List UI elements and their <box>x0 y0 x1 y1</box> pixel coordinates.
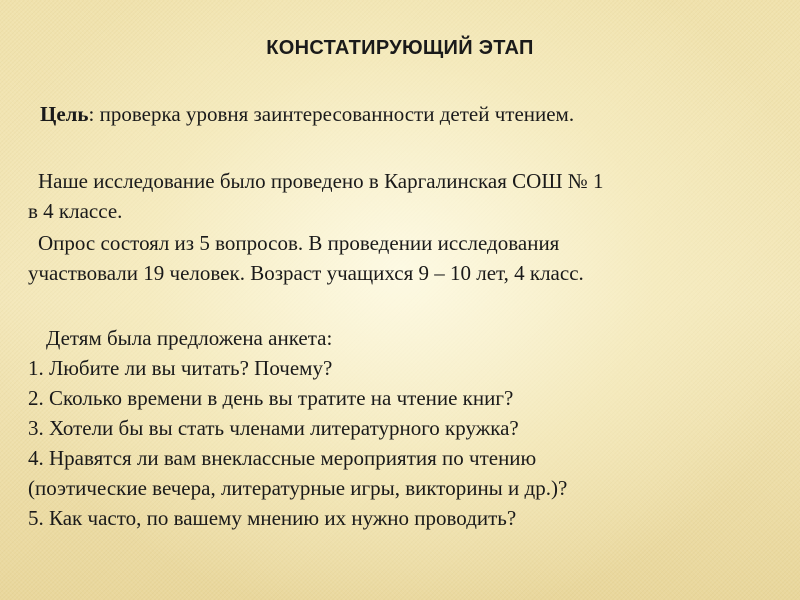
question-list <box>28 353 567 533</box>
goal-text: проверка уровня заинтересованности детей чтением. <box>99 102 575 126</box>
goal-label: Цель <box>40 102 89 126</box>
goal-colon: : <box>88 102 95 126</box>
paragraph-line: Наше исследование было проведено в Каргалинская СОШ № 1 <box>38 169 604 193</box>
goal-line <box>40 102 574 127</box>
survey-intro: Детям была предложена анкета: <box>46 326 333 350</box>
paragraph-line: участвовали 19 человек. Возраст учащихся 9 – 10 лет, 4 класс. <box>28 261 584 285</box>
list-item: 1. Любите ли вы читать? Почему? <box>28 356 333 380</box>
list-item: 2. Сколько времени в день вы тратите на чтение книг? <box>28 386 514 410</box>
survey-block <box>28 323 567 533</box>
list-item: (поэтические вечера, литературные игры, викторины и др.)? <box>28 476 568 500</box>
survey-details-paragraph <box>28 228 584 288</box>
paragraph-line: в 4 классе. <box>28 199 123 223</box>
list-item: 3. Хотели бы вы стать членами литературного кружка? <box>28 416 519 440</box>
list-item: 5. Как часто, по вашему мнению их нужно проводить? <box>28 506 517 530</box>
research-location-paragraph <box>28 166 604 226</box>
paragraph-line: Опрос состоял из 5 вопросов. В проведении исследования <box>38 231 560 255</box>
slide-title: КОНСТАТИРУЮЩИЙ ЭТАП <box>266 37 534 59</box>
list-item: 4. Нравятся ли вам внеклассные мероприятия по чтению <box>28 446 537 470</box>
